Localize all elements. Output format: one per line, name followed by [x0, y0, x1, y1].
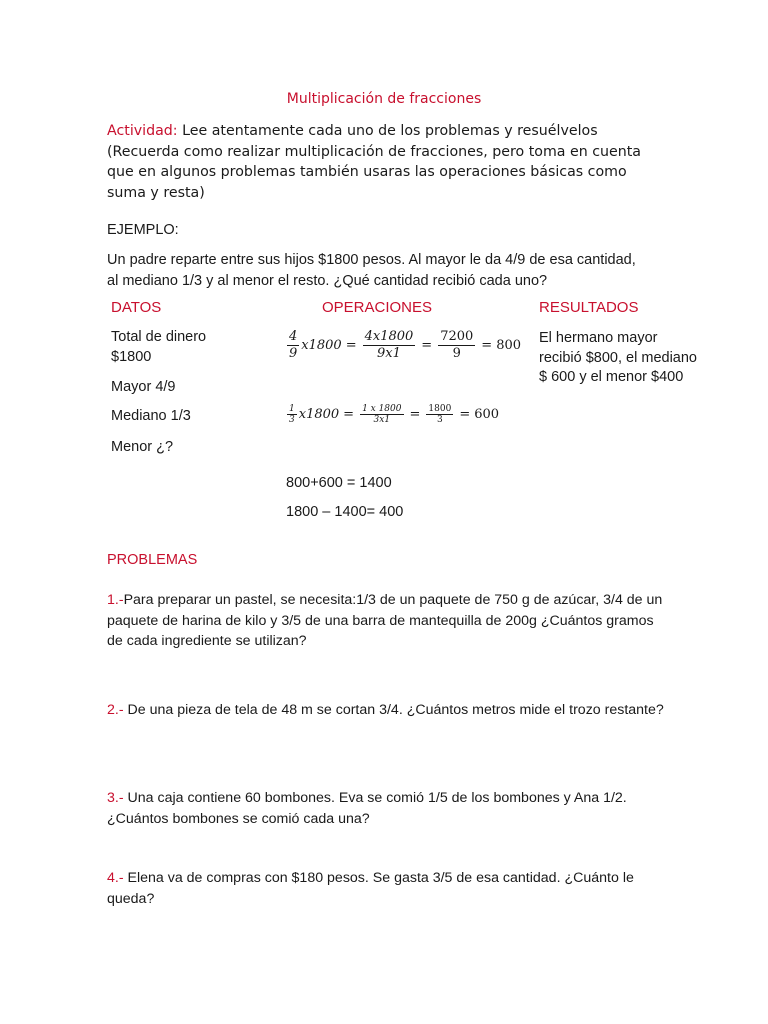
fraction-denominator: 3 — [289, 415, 295, 425]
problem-number: 4.- — [107, 870, 124, 886]
example-statement-line: al mediano 1/3 y al menor el resto. ¿Qué cantidad recibió cada uno? — [107, 273, 548, 289]
fraction-numerator: 1800 — [428, 404, 452, 414]
datos-item: Mayor 4/9 — [111, 379, 176, 395]
activity-label: Actividad: — [107, 123, 178, 139]
sum-line: 800+600 = 1400 — [286, 475, 392, 491]
example-statement-line: Un padre reparte entre sus hijos $1800 pesos. Al mayor le da 4/9 de esa cantidad, — [107, 252, 636, 268]
datos-item: Mediano 1/3 — [111, 408, 191, 424]
problem-item — [107, 590, 667, 652]
equals-sign: = — [459, 407, 471, 422]
problem-number: 3.- — [107, 790, 124, 806]
equals-sign: = — [421, 338, 433, 353]
fraction-denominator: 3 — [436, 415, 443, 425]
multiplier: 𝑥1800 — [301, 338, 342, 353]
fraction-denominator: 9𝑥1 — [377, 346, 401, 361]
fraction-numerator: 4𝑥1800 — [364, 329, 414, 344]
equals-sign: = — [409, 407, 421, 422]
datos-item: $1800 — [111, 349, 152, 365]
problem-number: 2.- — [107, 702, 124, 718]
equals-sign: = — [343, 407, 355, 422]
datos-item: Total de dinero — [111, 329, 207, 345]
fraction-denominator: 3𝑥1 — [373, 415, 391, 425]
fraction-denominator: 9 — [452, 346, 461, 361]
problem-text: Elena va de compras con $180 pesos. Se gasta 3/5 de esa cantidad. ¿Cuánto le queda? — [107, 870, 634, 907]
activity-text: Lee atentamente cada uno de los problemas y resuélvelos (Recuerda como realizar multiplicación de fracciones, pero toma en cuenta que en algunos problemas también usaras las operaciones básicas como suma y resta) — [107, 123, 641, 201]
multiplier: 𝑥1800 — [298, 407, 340, 422]
fraction-numerator: 4 — [289, 329, 298, 344]
fraction-numerator: 1 — [289, 404, 295, 414]
resultados-header: RESULTADOS — [539, 299, 639, 316]
problem-item — [107, 788, 667, 829]
equation-mediano — [285, 404, 499, 425]
datos-header: DATOS — [111, 299, 162, 316]
fraction-numerator: 7200 — [440, 329, 474, 344]
equation-result: 800 — [496, 338, 522, 353]
difference-line: 1800 – 1400= 400 — [286, 504, 404, 520]
problem-number: 1.- — [107, 592, 124, 608]
resultados-text: El hermano mayor recibió $800, el mediano $ 600 y el menor $400 — [539, 330, 697, 385]
fraction-numerator: 1 𝑥 1800 — [362, 404, 402, 414]
datos-item: Menor ¿? — [111, 439, 174, 455]
activity-paragraph — [107, 121, 667, 203]
problem-text: Una caja contiene 60 bombones. Eva se comió 1/5 de los bombones y Ana 1/2. ¿Cuántos bombones se comió cada una? — [107, 790, 627, 827]
page-title: Multiplicación de fracciones — [286, 91, 482, 107]
example-statement — [107, 250, 687, 292]
fraction-denominator: 9 — [289, 346, 298, 361]
equation-result: 600 — [474, 407, 500, 422]
example-heading: EJEMPLO: — [107, 222, 179, 238]
problem-text: De una pieza de tela de 48 m se cortan 3/4. ¿Cuántos metros mide el trozo restante? — [123, 702, 664, 718]
equation-mayor — [285, 329, 521, 362]
equals-sign: = — [481, 338, 493, 353]
problem-item — [107, 700, 667, 721]
problem-text: Para preparar un pastel, se necesita:1/3 de un paquete de 750 g de azúcar, 3/4 de un paquete de harina de kilo y 3/5 de una barra de mantequilla de 200g ¿Cuántos gramos de cada ingrediente se utilizan? — [107, 592, 663, 649]
operaciones-header: OPERACIONES — [322, 299, 433, 316]
equals-sign: = — [345, 338, 357, 353]
problems-heading: PROBLEMAS — [107, 552, 198, 568]
problem-item — [107, 868, 667, 909]
